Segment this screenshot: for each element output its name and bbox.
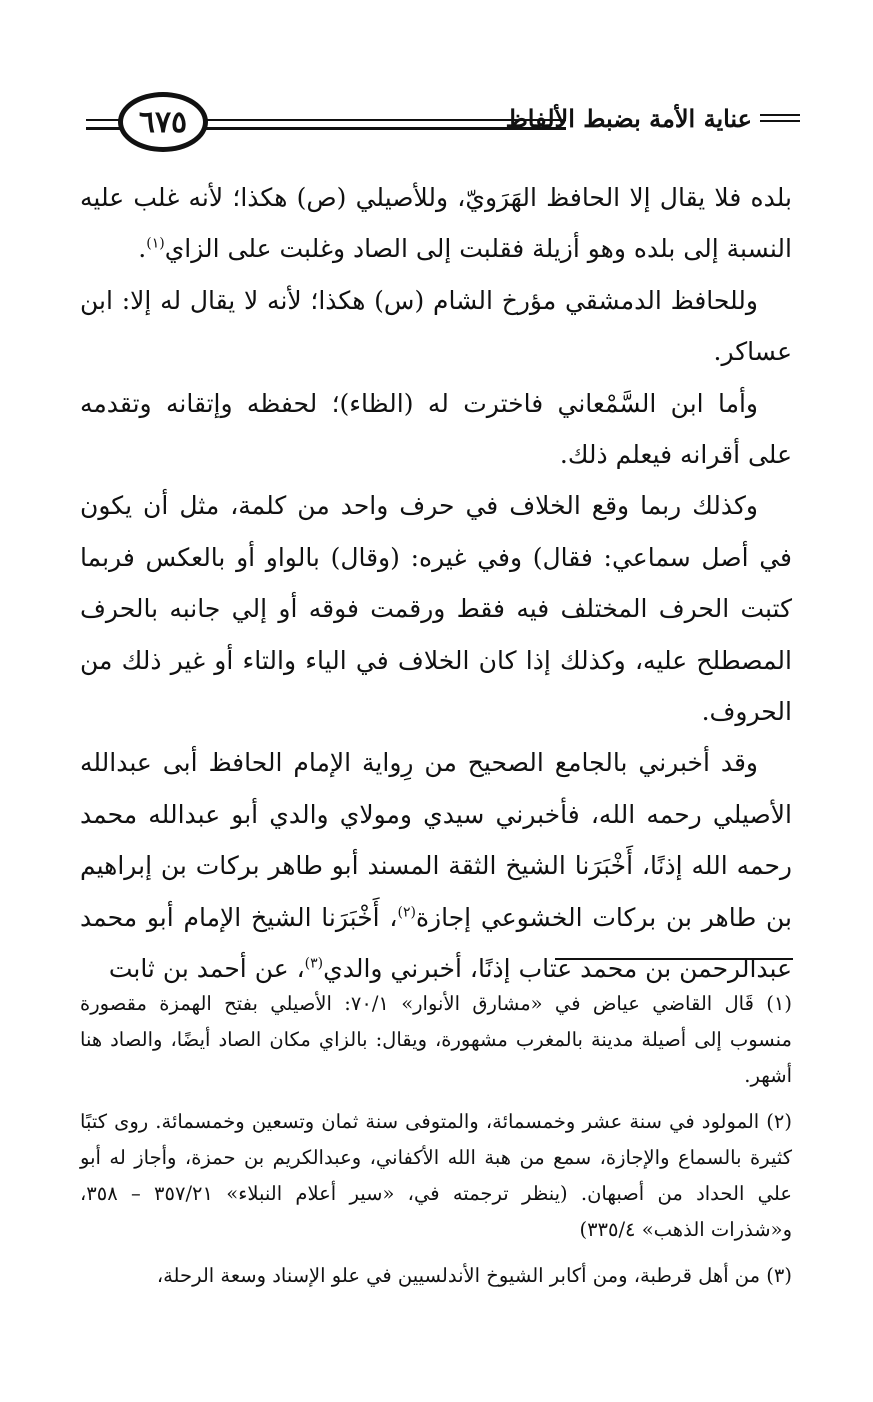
main-text	[80, 172, 792, 995]
paragraph-1-end: .	[138, 234, 147, 264]
paragraph-5	[80, 737, 792, 994]
footnote-ref-1[interactable]: (١)	[146, 236, 165, 253]
footnotes	[80, 986, 792, 1304]
footnote-ref-3[interactable]: (٣)	[304, 955, 324, 972]
footnote-separator	[555, 958, 793, 960]
page-number-badge	[118, 92, 208, 152]
paragraph-1	[80, 172, 792, 275]
footnote-ref-2[interactable]: (٢)	[397, 904, 416, 921]
footnote-3: (٣) من أهل قرطبة، ومن أكابر الشيوخ الأندلسيين في علو الإسناد وسعة الرحلة،	[156, 1264, 792, 1287]
paragraph-1-text: بلده فلا يقال إلا الحافظ الهَرَويّ، وللأصيلي (ص) هكذا؛ لأنه غلب عليه النسبة إلى بلده وهو أزيلة فقلبت إلى الصاد وغلبت على الزاي	[80, 183, 792, 264]
header-rule-right	[760, 114, 800, 122]
footnote-1: (١) قَال القاضي عياض في «مشارق الأنوار» ٧٠/١: الأصيلي بفتح الهمزة مقصورة منسوب إلى أصيلة مدينة بالمغرب مشهورة، ويقال: بالزاي مكان الصاد أيضًا، والصاد هنا أشهر.	[80, 992, 792, 1087]
running-title: عناية الأمة بضبط الألفاظ	[505, 104, 752, 133]
paragraph-5-text-a: وقد أخبرني بالجامع الصحيح من رِواية الإمام الحافظ أبى عبدالله الأصيلي رحمه الله، فأخبرني سيدي ومولاي والدي أبو عبدالله محمد رحمه الله إذنًا، أَخْبَرَنا الشيخ الثقة المسند أبو طاهر بركات بن إبراهيم بن طاهر بن بركات الخشوعي إجازة	[80, 748, 792, 932]
paragraph-4: وكذلك ربما وقع الخلاف في حرف واحد من كلمة، مثل أن يكون في أصل سماعي: فقال) وفي غيره: (وقال) بالواو أو بالعكس فربما كتبت الحرف المختلف فيه فقط ورقمت فوقه أو إلي جانبه بالحرف المصطلح عليه، وكذلك إذا كان الخلاف في الياء والتاء أو غير ذلك من الحروف.	[80, 491, 792, 727]
page-number: ٦٧٥	[138, 104, 188, 140]
footnote-2: (٢) المولود في سنة عشر وخمسمائة، والمتوفى سنة ثمان وتسعين وخمسمائة. روى كتبًا كثيرة بالسماع والإجازة، سمع من هبة الله الأكفاني، وعبدالكريم بن حمزة، وأجاز له أبو علي الحداد من أصبهان. (ينظر ترجمته في، «سير أعلام النبلاء» ٣٥٧/٢١ – ٣٥٨، و«شذرات الذهب» ٣٣٥/٤)	[80, 1110, 792, 1241]
paragraph-5-text-b: ، أَخْبَرَنا الشيخ الإمام أبو محمد عبدالرحمن بن محمد عتاب إذنًا، أخبرني والدي	[80, 902, 792, 984]
paragraph-3: وأما ابن السَّمْعاني فاخترت له (الظاء)؛ لحفظه وإتقانه وتقدمه على أقرانه فيعلم ذلك.	[80, 388, 792, 470]
paragraph-5-text-c: ، عن أحمد بن ثابت	[108, 954, 305, 984]
paragraph-2: وللحافظ الدمشقي مؤرخ الشام (س) هكذا؛ لأنه لا يقال له إلا: ابن عساكر.	[80, 285, 792, 367]
running-header	[70, 92, 800, 162]
